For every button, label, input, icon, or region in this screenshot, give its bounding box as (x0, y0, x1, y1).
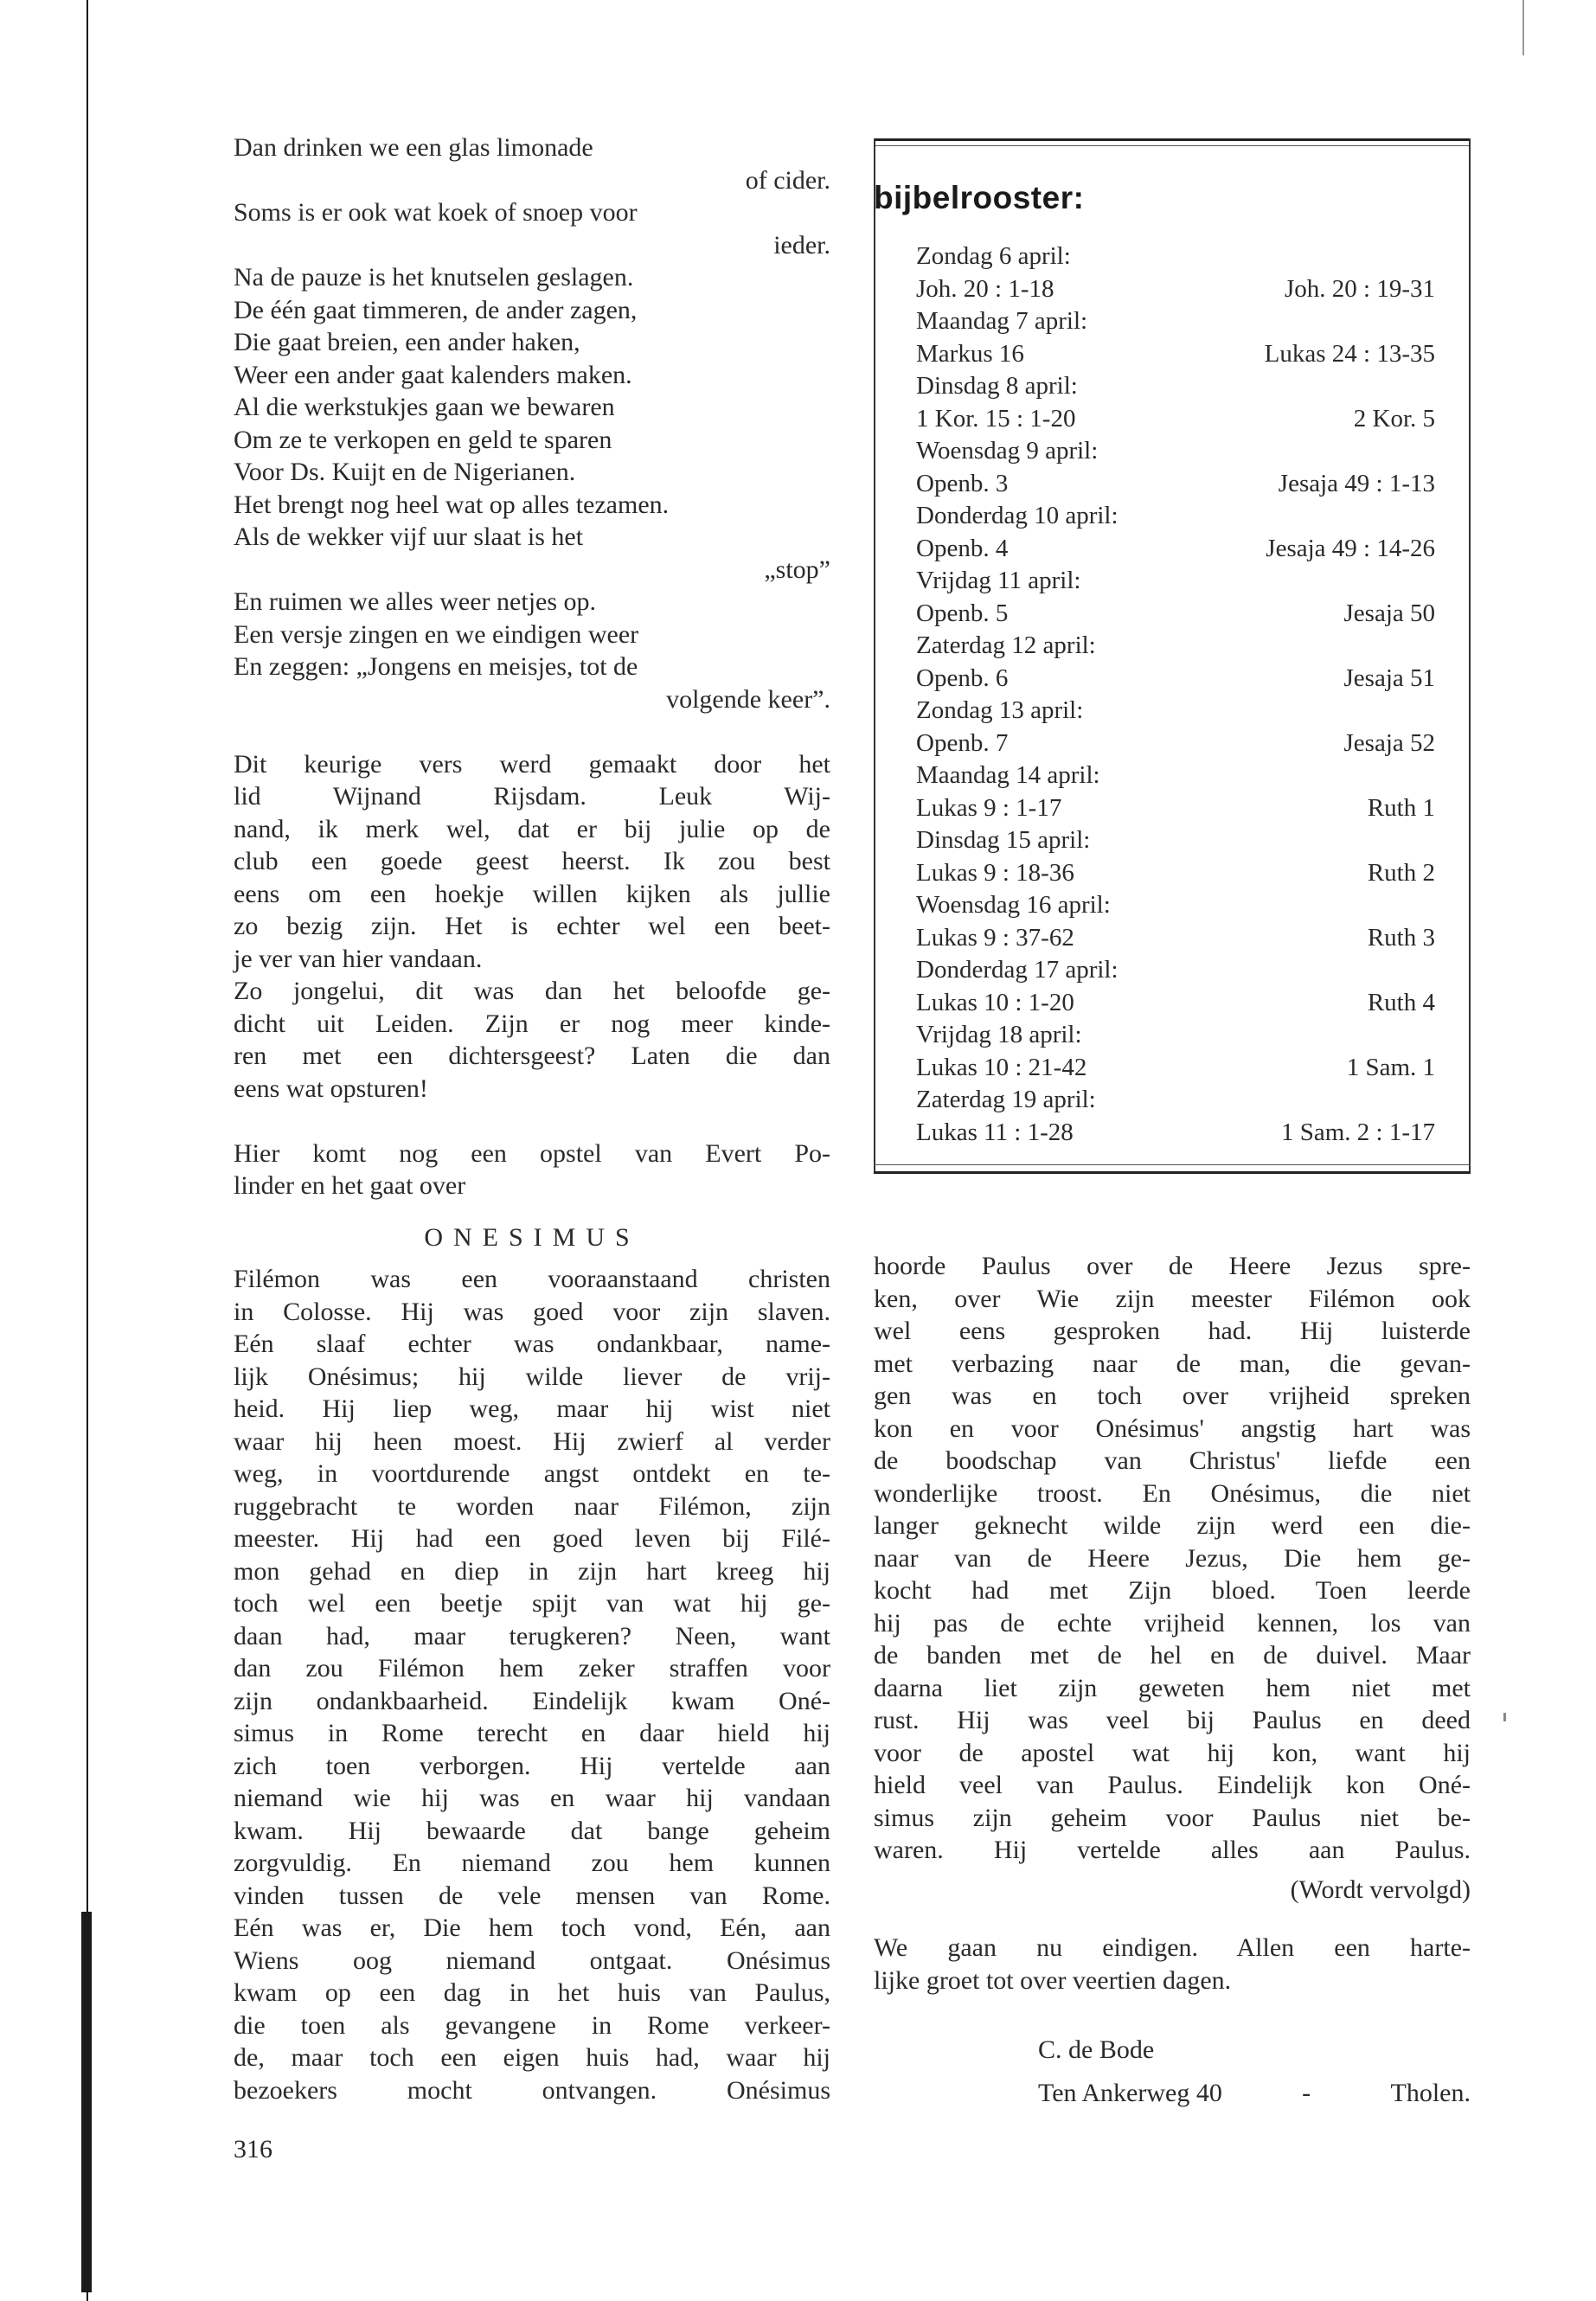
rooster-reading-2: 1 Sam. 1 (1346, 1053, 1435, 1081)
poem-line: ieder. (773, 230, 830, 260)
bijbelrooster-box (874, 138, 1471, 1176)
rooster-day (916, 695, 1435, 727)
rooster-day (916, 1084, 1435, 1117)
commentary-paragraph (234, 748, 830, 1106)
poem-column (234, 131, 830, 1202)
rooster-reading-2: Lukas 24 : 13-35 (1264, 339, 1435, 368)
story-line: heid. Hij liep weg, maar hij wist niet (234, 1394, 830, 1423)
story-line: langer geknecht wilde zijn werd een die- (874, 1511, 1471, 1540)
rooster-readings (916, 1052, 1435, 1085)
story-line: zijn ondankbaarheid. Eindelijk kwam Oné- (234, 1686, 830, 1715)
poem-line: Dan drinken we een glas limonade (234, 133, 593, 162)
story-line: in Colosse. Hij was goed voor zijn slaven. (234, 1297, 830, 1326)
commentary-line: zo bezig zijn. Het is echter wel een beet- (234, 912, 830, 940)
poem-line: Die gaat breien, een ander haken, (234, 328, 580, 356)
story-line: Filémon was een vooraanstaand christen (234, 1265, 830, 1293)
poem-line: Al die werkstukjes gaan we bewaren (234, 393, 615, 421)
story-line: zich toen verborgen. Hij vertelde aan (234, 1751, 830, 1780)
rooster-day (916, 954, 1435, 987)
story-line: kocht had met Zijn bloed. Toen leerde (874, 1576, 1471, 1605)
rooster-day-label: Zondag 13 april: (916, 696, 1084, 724)
story-line: waar hij heen moest. Hij zwierf al verder (234, 1426, 830, 1456)
rooster-readings (916, 792, 1435, 825)
rooster-readings (916, 403, 1435, 436)
story-line: de banden met de hel en de duivel. Maar (874, 1641, 1471, 1670)
poem-line: En ruimen we alles weer netjes op. (234, 587, 597, 616)
story-line: de, maar toch een eigen huis had, waar hij (234, 2043, 830, 2072)
rooster-day-label: Dinsdag 15 april: (916, 826, 1091, 854)
poem-line: Om ze te verkopen en geld te sparen (234, 425, 612, 454)
story-line: voor de apostel wat hij kon, want hij (874, 1738, 1471, 1767)
story-line: simus zijn geheim voor Paulus niet be- (874, 1803, 1471, 1832)
poem-line: De één gaat timmeren, de ander zagen, (234, 295, 638, 324)
rooster-day (916, 435, 1435, 468)
rooster-readings (916, 663, 1435, 695)
rooster-day-label: Donderdag 10 april: (916, 502, 1118, 529)
rooster-day (916, 1019, 1435, 1052)
closing-paragraph (874, 1932, 1471, 1997)
rooster-readings (916, 987, 1435, 1020)
story-line: bezoekers mocht ontvangen. Onésimus (234, 2075, 830, 2105)
story-line: naar van de Heere Jezus, Die hem ge- (874, 1543, 1471, 1573)
box-rule (874, 1164, 1471, 1165)
story-line: lijk Onésimus; hij wilde liever de vrij- (234, 1362, 830, 1391)
rooster-reading-1: Openb. 4 (916, 534, 1009, 562)
intro-line: linder en het gaat over (234, 1171, 466, 1200)
story-line: wel eens gesproken had. Hij luisterde (874, 1317, 1471, 1345)
signature-street: Ten Ankerweg 40 (1038, 2079, 1222, 2107)
story-line: kwam op een dag in het huis van Paulus, (234, 1978, 830, 2007)
signature-separator: - (1302, 2079, 1311, 2107)
rooster-day (916, 305, 1435, 338)
story-line: meester. Hij had een goed leven bij Filé- (234, 1524, 830, 1553)
story-line: hij pas de echte vrijheid kennen, los van (874, 1608, 1471, 1638)
closing-line: lijke groet tot over veertien dagen. (874, 1965, 1232, 1995)
story-line: wonderlijke troost. En Onésimus, die niet (874, 1478, 1471, 1508)
rooster-day-label: Zondag 6 april: (916, 242, 1071, 270)
poem-line: of cider. (745, 165, 830, 195)
rooster-day-label: Maandag 7 april: (916, 307, 1088, 335)
story-line: ken, over Wie zijn meester Filémon ook (874, 1284, 1471, 1313)
rooster-day (916, 565, 1435, 598)
story-right-column (874, 1250, 1471, 1867)
rooster-day-label: Donderdag 17 april: (916, 956, 1118, 984)
rooster-day (916, 370, 1435, 403)
closing-line: We gaan nu eindigen. Allen een harte- (874, 1933, 1471, 1962)
rooster-readings (916, 1117, 1435, 1150)
rooster-day-label: Woensdag 16 april: (916, 891, 1111, 919)
rooster-reading-1: Lukas 9 : 37-62 (916, 923, 1074, 952)
rooster-reading-2: Jesaja 51 (1343, 663, 1435, 692)
rooster-reading-2: Ruth 4 (1367, 988, 1435, 1016)
rooster-reading-1: Lukas 10 : 1-20 (916, 988, 1074, 1016)
story-line: toch wel een beetje spijt van wat hij ge- (234, 1589, 830, 1618)
story-line: Eén slaaf echter was ondankbaar, name- (234, 1330, 830, 1358)
rooster-reading-2: Joh. 20 : 19-31 (1285, 274, 1435, 303)
poem-line: En zeggen: „Jongens en meisjes, tot de (234, 652, 638, 681)
story-line: simus in Rome terecht en daar hield hij (234, 1719, 830, 1747)
story-line: hield veel van Paulus. Eindelijk kon Oné- (874, 1771, 1471, 1799)
rooster-day-label: Vrijdag 18 april: (916, 1021, 1082, 1048)
rooster-readings (916, 922, 1435, 955)
rooster-day-label: Maandag 14 april: (916, 761, 1100, 789)
story-line: hoorde Paulus over de Heere Jezus spre- (874, 1252, 1471, 1280)
bijbelrooster-title: bijbelrooster: (874, 180, 1085, 215)
signature-name: C. de Bode (1038, 2035, 1155, 2064)
signature-town: Tholen. (1390, 2079, 1471, 2107)
rooster-day-label: Dinsdag 8 april: (916, 372, 1078, 400)
commentary-line: eens om een hoekje willen kijken als jullie (234, 879, 830, 908)
rooster-reading-1: Openb. 6 (916, 663, 1009, 692)
rooster-day (916, 240, 1435, 273)
rooster-reading-1: Openb. 7 (916, 728, 1009, 757)
rooster-reading-2: Ruth 2 (1367, 858, 1435, 887)
commentary-line: nand, ik merk wel, dat er bij julie op de (234, 814, 830, 843)
rooster-day-label: Woensdag 9 april: (916, 437, 1099, 465)
rooster-reading-1: Openb. 5 (916, 599, 1009, 627)
rooster-reading-1: 1 Kor. 15 : 1-20 (916, 404, 1076, 433)
rooster-readings (916, 273, 1435, 306)
rooster-reading-2: Jesaja 52 (1343, 728, 1435, 757)
story-line: ruggebracht te worden naar Filémon, zijn (234, 1491, 830, 1521)
commentary-line: club een goede geest heerst. Ik zou best (234, 847, 830, 875)
commentary-line: Zo jongelui, dit was dan het beloofde ge- (234, 977, 830, 1005)
rooster-day (916, 630, 1435, 663)
commentary-line: dicht uit Leiden. Zijn er nog meer kinde- (234, 1009, 830, 1038)
commentary-line: ren met een dichtersgeest? Laten die dan (234, 1042, 830, 1070)
rooster-day-label: Zaterdag 19 april: (916, 1086, 1096, 1113)
signature-address (1038, 2079, 1471, 2108)
rooster-reading-1: Openb. 3 (916, 469, 1009, 497)
rooster-day-label: Zaterdag 12 april: (916, 631, 1096, 659)
rooster-readings (916, 468, 1435, 501)
rooster-reading-1: Markus 16 (916, 339, 1024, 368)
poem-line: Een versje zingen en we eindigen weer (234, 619, 639, 649)
poem-line: Het brengt nog heel wat op alles tezamen. (234, 490, 670, 519)
rooster-reading-1: Lukas 9 : 1-17 (916, 793, 1062, 822)
story-line: zorgvuldig. En niemand zou hem kunnen (234, 1849, 830, 1877)
story-line: die toen als gevangene in Rome verkeer- (234, 2010, 830, 2040)
commentary-line: eens wat opsturen! (234, 1074, 428, 1103)
rooster-reading-2: 2 Kor. 5 (1353, 404, 1435, 433)
commentary-line: je ver van hier vandaan. (234, 944, 483, 973)
rooster-day (916, 500, 1435, 533)
box-rule (874, 138, 875, 1174)
rooster-reading-2: Ruth 1 (1367, 793, 1435, 822)
rooster-reading-2: Jesaja 50 (1343, 599, 1435, 627)
commentary-line: lid Wijnand Rijsdam. Leuk Wij- (234, 782, 830, 811)
box-rule (1469, 138, 1471, 1174)
intro-line: Hier komt nog een opstel van Evert Po- (234, 1138, 830, 1168)
story-line: vinden tussen de vele mensen van Rome. (234, 1881, 830, 1910)
continued-note: (Wordt vervolgd) (1290, 1875, 1471, 1904)
story-line: met verbazing naar de man, die gevan- (874, 1349, 1471, 1378)
rooster-readings (916, 598, 1435, 631)
scan-mark (1503, 1713, 1506, 1721)
poem-line: Soms is er ook wat koek of snoep voor (234, 198, 638, 227)
rooster-day (916, 824, 1435, 857)
story-line: niemand wie hij was en waar hij vandaan (234, 1784, 830, 1812)
box-rule (874, 138, 1471, 141)
story-title: ONESIMUS (424, 1223, 640, 1252)
story-line: daan had, maar terugkeren? Neen, want (234, 1621, 830, 1650)
scan-mark (1522, 0, 1524, 55)
rooster-readings (916, 857, 1435, 890)
page-number: 316 (234, 2135, 272, 2163)
rooster-day (916, 889, 1435, 922)
rooster-reading-2: Jesaja 49 : 14-26 (1266, 534, 1435, 562)
story-line: de boodschap van Christus' liefde een (874, 1446, 1471, 1475)
story-line: mon gehad en diep in zijn hart kreeg hij (234, 1556, 830, 1586)
story-line: kon en voor Onésimus' angstig hart was (874, 1413, 1471, 1443)
story-line: Wiens oog niemand ontgaat. Onésimus (234, 1945, 830, 1975)
poem-line: Als de wekker vijf uur slaat is het (234, 522, 584, 551)
story-line: weg, in voortdurende angst ontdekt en te- (234, 1459, 830, 1488)
rooster-reading-1: Lukas 10 : 21-42 (916, 1053, 1087, 1081)
scan-binding-shadow (81, 1912, 92, 2292)
rooster-reading-1: Joh. 20 : 1-18 (916, 274, 1054, 303)
rooster-day (916, 760, 1435, 792)
story-left-column (234, 1263, 830, 2106)
rooster-readings (916, 533, 1435, 566)
poem-line: „stop” (764, 554, 830, 584)
rooster-reading-1: Lukas 9 : 18-36 (916, 858, 1074, 887)
intro-paragraph (234, 1138, 830, 1202)
box-rule (874, 145, 1471, 146)
rooster-reading-2: Ruth 3 (1367, 923, 1435, 952)
poem-line: volgende keer”. (666, 684, 830, 714)
poem-line: Weer een ander gaat kalenders maken. (234, 360, 632, 389)
rooster-reading-2: 1 Sam. 2 : 1-17 (1280, 1118, 1435, 1146)
rooster-readings (916, 727, 1435, 760)
poem-line: Na de pauze is het knutselen geslagen. (234, 263, 634, 292)
box-rule (874, 1171, 1471, 1174)
rooster-reading-2: Jesaja 49 : 1-13 (1278, 469, 1435, 497)
bijbelrooster-list (916, 240, 1435, 1149)
story-line: Eén was er, Die hem toch vond, Eén, aan (234, 1913, 830, 1942)
rooster-readings (916, 338, 1435, 371)
story-line: kwam. Hij bewaarde dat bange geheim (234, 1816, 830, 1845)
commentary-line: Dit keurige vers werd gemaakt door het (234, 749, 830, 779)
story-line: dan zou Filémon hem zeker straffen voor (234, 1654, 830, 1682)
poem-line: Voor Ds. Kuijt en de Nigerianen. (234, 458, 576, 486)
rooster-reading-1: Lukas 11 : 1-28 (916, 1118, 1074, 1146)
story-line: waren. Hij vertelde alles aan Paulus. (874, 1836, 1471, 1864)
story-line: daarna liet zijn geweten hem niet met (874, 1673, 1471, 1702)
story-line: gen was en toch over vrijheid spreken (874, 1381, 1471, 1410)
rooster-day-label: Vrijdag 11 april: (916, 567, 1081, 594)
poem (234, 131, 830, 715)
story-line: rust. Hij was veel bij Paulus en deed (874, 1706, 1471, 1734)
